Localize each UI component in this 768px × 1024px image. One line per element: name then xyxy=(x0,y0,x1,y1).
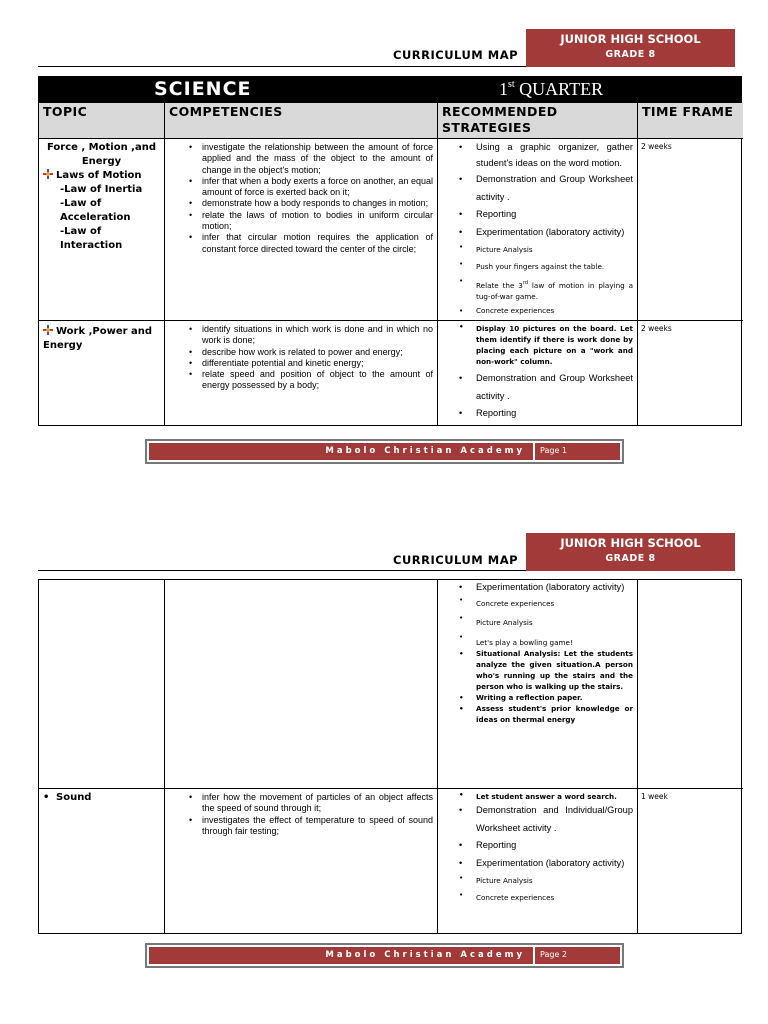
page-title: CURRICULUM MAP xyxy=(393,48,519,62)
list-item: • differentiate potential and kinetic energy; xyxy=(169,358,433,369)
grade-level: GRADE 8 xyxy=(605,49,656,60)
topic-cell xyxy=(39,789,165,933)
time-frame-cell: 2 weeks xyxy=(641,324,672,333)
list-item: • Using a graphic organizer, gather student's ideas on the word motion. xyxy=(442,139,633,171)
list-item: • Assess student's prior knowledge or ideas on thermal energy xyxy=(442,703,633,725)
list-item: • Demonstration and Group Worksheet activity . xyxy=(442,171,633,206)
footer-band xyxy=(149,443,620,460)
column-header-topic: TOPIC xyxy=(39,103,165,139)
list-item: • relate speed and position of object to the amount of energy possessed by a body; xyxy=(169,369,433,392)
column-header-strategies: RECOMMENDED STRATEGIES xyxy=(438,103,638,139)
list-item: • Picture Analysis xyxy=(442,872,633,889)
topic-main-label: Laws of Motion xyxy=(56,170,142,181)
strategy-text: law of motion in playing a tug-of-war game. xyxy=(476,281,633,301)
list-item: • Concrete experiences xyxy=(442,305,633,316)
list-item: • Reporting xyxy=(442,206,633,224)
list-item: • Experimentation (laboratory activity) xyxy=(442,224,633,242)
topic-sub: -Law of Interaction xyxy=(60,226,123,251)
school-level-badge xyxy=(526,533,735,571)
list-item: • Demonstration and Group Worksheet activity . xyxy=(442,370,633,405)
list-item: • Let's play a bowling game! xyxy=(442,631,633,648)
column-header-time-frame: TIME FRAME xyxy=(638,103,743,139)
list-item: • describe how work is related to power and energy; xyxy=(169,347,433,358)
list-item: • infer that when a body exerts a force on another, an equal amount of force is exerted back on it; xyxy=(169,176,433,199)
strategies-list xyxy=(438,580,637,727)
header-rule xyxy=(38,570,526,571)
quarter-number: 1 xyxy=(499,79,508,99)
strategies-cell xyxy=(438,789,638,933)
school-level: JUNIOR HIGH SCHOOL xyxy=(560,32,701,46)
list-item: • infer that circular motion requires the application of constant force directed toward the center of the circle; xyxy=(169,232,433,255)
page-title: CURRICULUM MAP xyxy=(393,553,519,567)
strategies-list xyxy=(438,321,637,425)
topic-cell xyxy=(39,139,165,321)
topic-main xyxy=(43,323,160,353)
quarter-word: QUARTER xyxy=(514,79,604,99)
strategy-text: Relate the 3 xyxy=(476,281,523,290)
list-item: • Demonstration and Individual/Group Worksheet activity . xyxy=(442,802,633,837)
strategies-cell xyxy=(438,580,638,789)
competencies-cell xyxy=(165,789,438,933)
page-footer xyxy=(145,439,624,464)
time-frame-cell xyxy=(638,580,743,789)
competencies-cell xyxy=(165,321,438,425)
strategies-list xyxy=(438,139,637,318)
list-item: • Reporting xyxy=(442,837,633,855)
topic-main xyxy=(43,169,160,183)
topic-main xyxy=(43,791,160,805)
list-item: • Experimentation (laboratory activity) xyxy=(442,580,633,594)
topic-main-label: Work ,Power and Energy xyxy=(43,326,153,351)
list-item: • Picture Analysis xyxy=(442,612,633,631)
list-item: • infer how the movement of particles of an object affects the speed of sound through it; xyxy=(169,792,433,815)
list-item: • investigate the relationship between the amount of force applied and the mass of the object to the amount of change in the object's motion; xyxy=(169,142,433,176)
list-item: • Display 10 pictures on the board. Let them identify if there is work done by placing each picture on a "work and non-work" column. xyxy=(442,321,633,370)
quarter-suffix: st xyxy=(508,79,515,90)
list-item: • Picture Analysis xyxy=(442,241,633,258)
competencies-cell xyxy=(165,139,438,321)
list-item: • identify situations in which work is done and in which no work is done; xyxy=(169,324,433,347)
grade-level: GRADE 8 xyxy=(605,553,656,564)
topic-main-label: Sound xyxy=(56,792,92,803)
list-item: • demonstrate how a body responds to changes in motion; xyxy=(169,198,433,209)
curriculum-table xyxy=(38,102,742,426)
header-rule xyxy=(38,66,526,67)
curriculum-table-continued xyxy=(38,579,742,934)
page-2 xyxy=(0,512,768,1024)
competencies-cell xyxy=(165,580,438,789)
list-item: • Let student answer a word search. xyxy=(442,789,633,802)
subject-band xyxy=(38,76,742,103)
time-frame-cell: 2 weeks xyxy=(638,139,743,321)
school-name: Mabolo Christian Academy xyxy=(325,950,525,960)
page-number: Page 2 xyxy=(533,947,620,964)
strategies-cell xyxy=(438,321,638,425)
subject-title: SCIENCE xyxy=(154,78,252,100)
school-level: JUNIOR HIGH SCHOOL xyxy=(560,536,701,550)
topic-sub: -Law of Inertia xyxy=(60,184,143,195)
competencies-list xyxy=(165,789,437,839)
topic-sub: -Law of Acceleration xyxy=(60,198,131,223)
list-item: • Reporting xyxy=(442,405,633,423)
page-footer xyxy=(145,943,624,968)
topic-cell xyxy=(39,321,165,425)
pin-icon xyxy=(43,325,53,335)
school-name: Mabolo Christian Academy xyxy=(325,446,525,456)
time-frame-cell: 1 week xyxy=(641,792,668,801)
list-item: • Writing a reflection paper. xyxy=(442,692,633,703)
list-item: • Experimentation (laboratory activity) xyxy=(442,855,633,873)
list-item xyxy=(442,275,633,305)
list-item: • Push your fingers against the table. xyxy=(442,258,633,275)
competencies-list xyxy=(165,139,437,257)
strategies-cell xyxy=(438,139,638,321)
pin-icon xyxy=(43,169,53,179)
footer-band xyxy=(149,947,620,964)
quarter-title xyxy=(499,79,603,100)
bullet-icon: • xyxy=(43,792,50,803)
topic-cell xyxy=(39,580,165,789)
list-item: • investigates the effect of temperature to speed of sound through fair testing; xyxy=(169,815,433,838)
list-item: • Situational Analysis: Let the students analyze the given situation.A person who's running up the stairs and the person who is walking up the stairs. xyxy=(442,648,633,692)
list-item: • Concrete experiences xyxy=(442,594,633,612)
page-number: Page 1 xyxy=(533,443,620,460)
competencies-list xyxy=(165,321,437,394)
list-item: • Concrete experiences xyxy=(442,889,633,906)
list-item: • relate the laws of motion to bodies in uniform circular motion; xyxy=(169,210,433,233)
strategies-list xyxy=(438,789,637,908)
strategy-superscript: rd xyxy=(522,280,529,286)
column-header-competencies: COMPETENCIES xyxy=(165,103,438,139)
school-level-badge xyxy=(526,29,735,67)
topic-title: Force , Motion ,and Energy xyxy=(46,142,157,167)
